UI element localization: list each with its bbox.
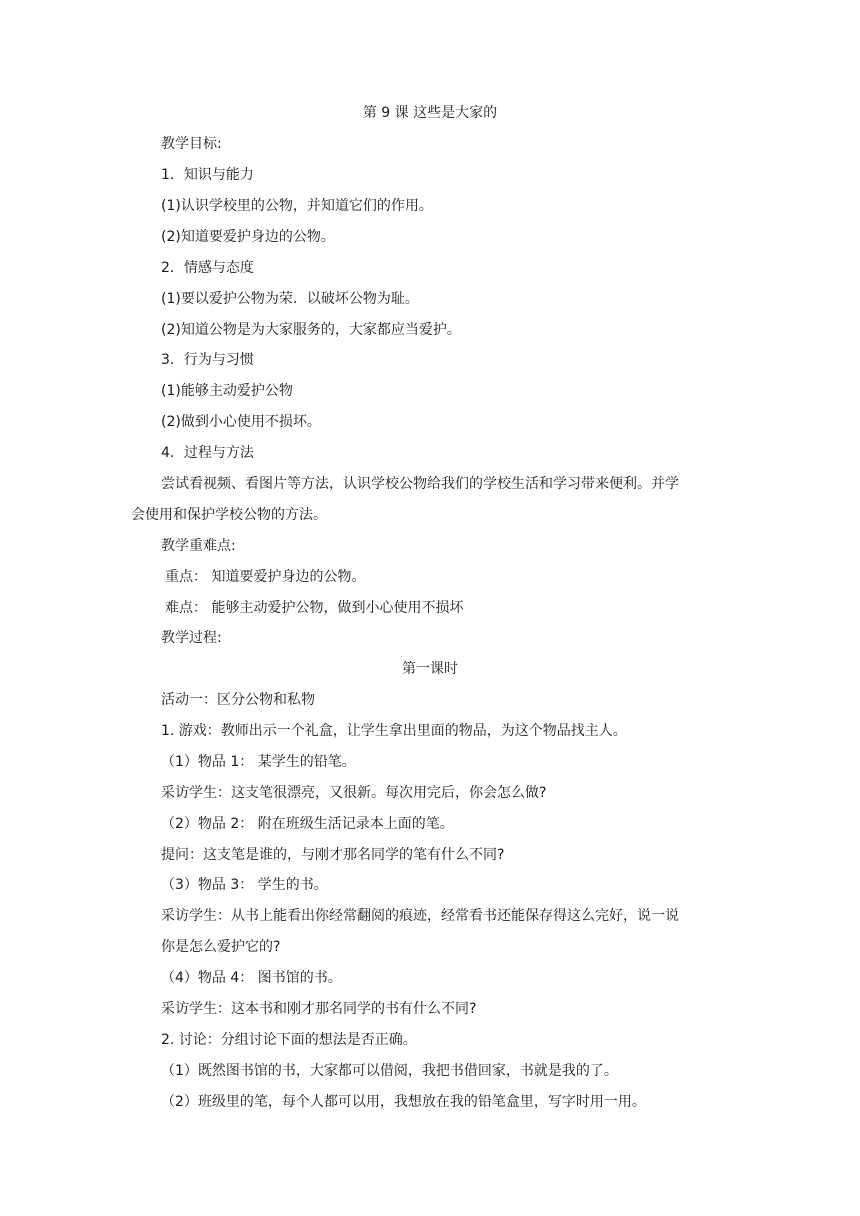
objective-1-item-2: (2)知道要爱护身边的公物。: [161, 229, 335, 245]
interview-2-line-1: 采访学生：从书上能看出你经常翻阅的痕迹，经常看书还能保存得这么完好，说一说: [161, 908, 679, 924]
question-1: 提问：这支笔是谁的，与刚才那名同学的笔有什么不同?: [161, 847, 505, 863]
discussion-instruction: 2. 讨论：分组讨论下面的想法是否正确。: [161, 1032, 417, 1048]
idea-2: （2）班级里的笔，每个人都可以用，我想放在我的铅笔盒里，写字时用一用。: [161, 1094, 646, 1110]
activity-1-heading: 活动一：区分公物和私物: [161, 692, 315, 708]
objective-2-heading: 2．情感与态度: [161, 260, 254, 276]
objective-3-item-1: (1)能够主动爱护公物: [161, 383, 293, 399]
interview-3: 采访学生：这本书和刚才那名同学的书有什么不同?: [161, 1001, 477, 1017]
objectives-heading: 教学目标:: [161, 136, 222, 152]
document-title: 第 9 课 这些是大家的: [362, 105, 498, 121]
objective-2-item-1: (1)要以爱护公物为荣．以破坏公物为耻。: [161, 291, 419, 307]
item-3: （3）物品 3： 学生的书。: [161, 877, 328, 893]
key-point: 重点： 知道要爱护身边的公物。: [165, 569, 366, 585]
objective-4-text-line-2: 会使用和保护学校公物的方法。: [131, 507, 327, 523]
objective-3-heading: 3．行为与习惯: [161, 352, 254, 368]
objective-1-heading: 1．知识与能力: [161, 167, 254, 183]
lesson-heading: 第一课时: [402, 661, 458, 677]
item-1: （1）物品 1： 某学生的铅笔。: [161, 754, 356, 770]
key-points-heading: 教学重难点:: [161, 538, 236, 554]
objective-1-item-1: (1)认识学校里的公物，并知道它们的作用。: [161, 198, 433, 214]
item-4: （4）物品 4： 图书馆的书。: [161, 970, 342, 986]
interview-1: 采访学生：这支笔很漂亮，又很新。每次用完后，你会怎么做?: [161, 785, 547, 801]
interview-2-line-2: 你是怎么爱护它的?: [161, 939, 281, 955]
objective-3-item-2: (2)做到小心使用不损坏。: [161, 414, 321, 430]
objective-4-heading: 4．过程与方法: [161, 445, 254, 461]
item-2: （2）物品 2： 附在班级生活记录本上面的笔。: [161, 816, 454, 832]
objective-4-text-line-1: 尝试看视频、看图片等方法，认识学校公物给我们的学校生活和学习带来便利。并学: [161, 476, 679, 492]
objective-2-item-2: (2)知道公物是为大家服务的，大家都应当爱护。: [161, 322, 461, 338]
game-instruction: 1. 游戏：教师出示一个礼盒，让学生拿出里面的物品，为这个物品找主人。: [161, 723, 627, 739]
process-heading: 教学过程:: [161, 630, 222, 646]
difficult-point: 难点： 能够主动爱护公物，做到小心使用不损坏: [165, 600, 464, 616]
idea-1: （1）既然图书馆的书，大家都可以借阅，我把书借回家，书就是我的了。: [161, 1063, 618, 1079]
